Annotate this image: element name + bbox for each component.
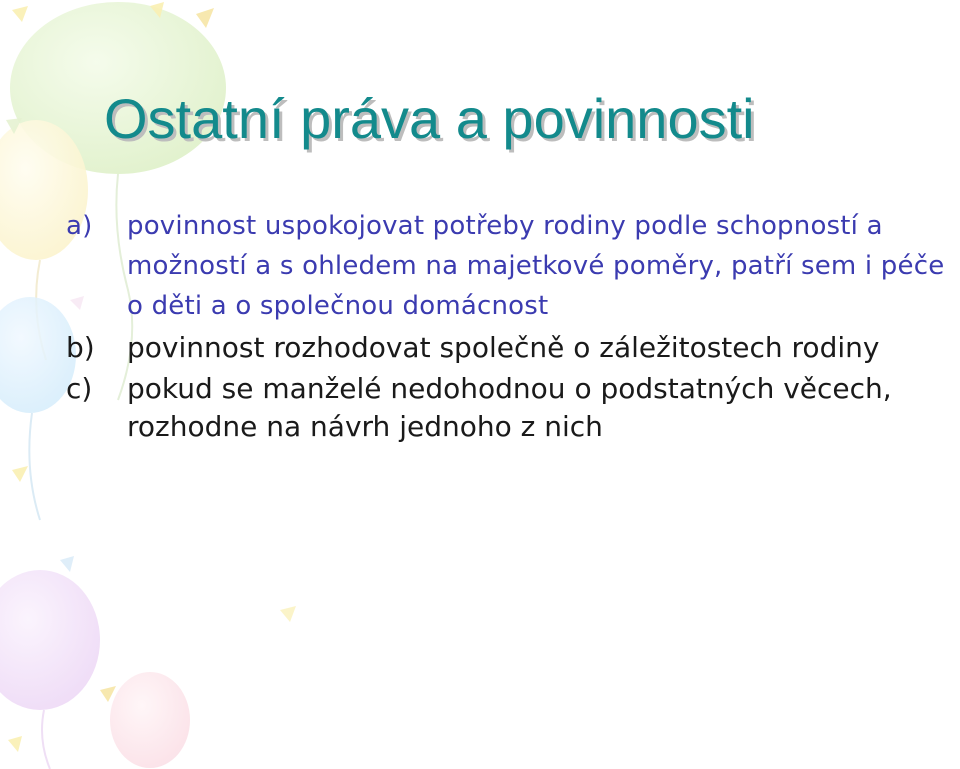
- balloon-shape: [0, 570, 100, 710]
- balloon-shape: [0, 297, 76, 413]
- confetti-shape: [196, 8, 214, 28]
- confetti-shape: [100, 686, 116, 702]
- list-marker: a): [66, 211, 93, 241]
- list-item-text: povinnost rozhodovat společně o záležitostech rodiny: [127, 331, 880, 364]
- confetti-shape: [12, 466, 28, 482]
- list-item-text: povinnost uspokojovat potřeby rodiny podle schopností a možností a s ohledem na majetkové poměry, patří sem i péče o děti a o společnou domácnost: [127, 211, 945, 321]
- list-item: [66, 370, 956, 446]
- confetti-shape: [12, 6, 28, 22]
- balloon-shape: [110, 672, 190, 768]
- list-marker: b): [66, 331, 95, 364]
- list-item: [66, 206, 956, 326]
- confetti-shape: [8, 736, 22, 752]
- bullet-list: [66, 206, 956, 446]
- slide-title: Ostatní práva a povinnosti: [104, 87, 755, 150]
- list-item: [66, 328, 956, 368]
- confetti-shape: [280, 606, 296, 622]
- confetti-shape: [60, 556, 74, 572]
- list-marker: c): [66, 372, 93, 405]
- list-item-text: pokud se manželé nedohodnou o podstatných věcech, rozhodne na návrh jednoho z nich: [127, 372, 892, 443]
